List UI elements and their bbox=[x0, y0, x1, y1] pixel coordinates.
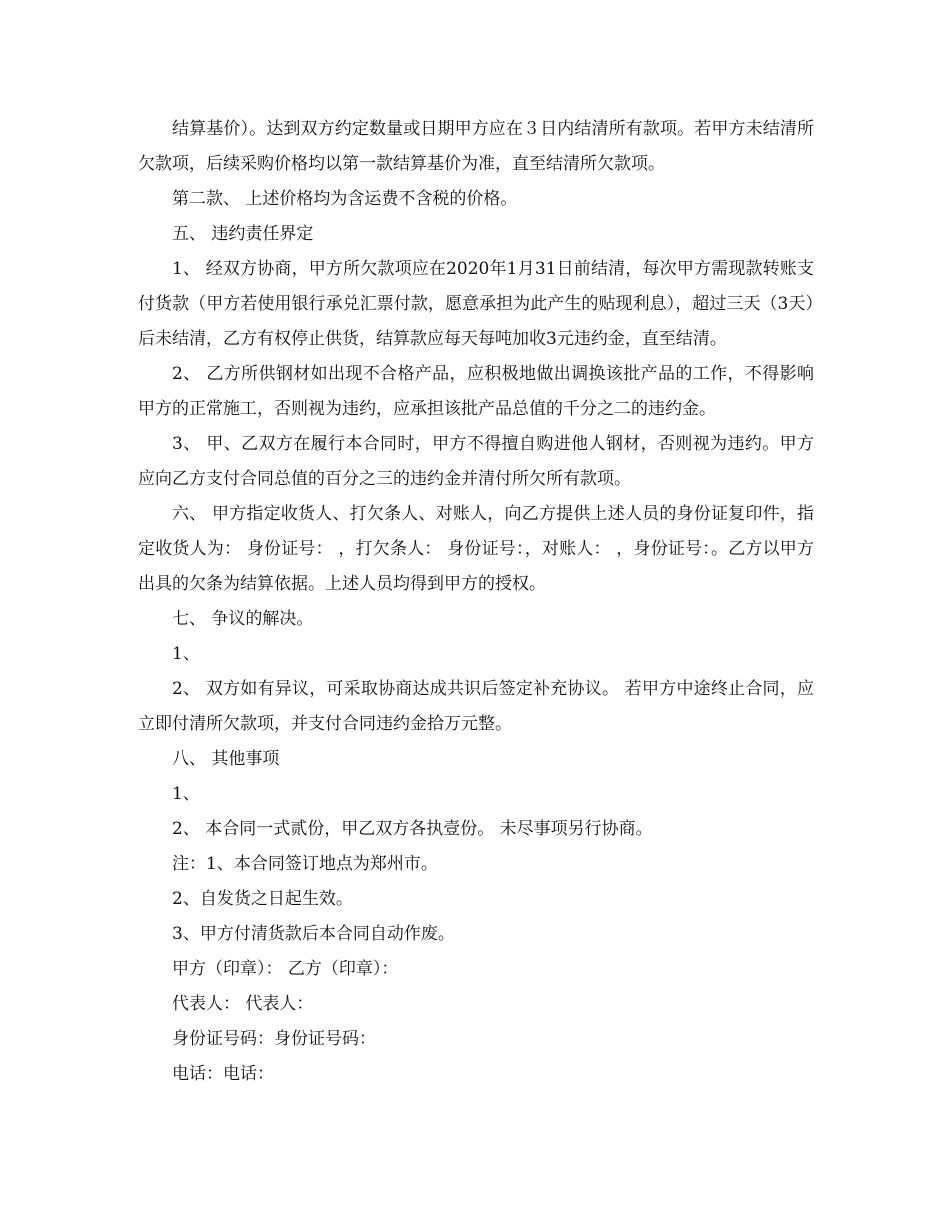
paragraph-breach-item-2: 2、 乙方所供钢材如出现不合格产品，应积极地做出调换该批产品的工作，不得影响甲方的正常施工，否则视为违约，应承担该批产品总值的千分之二的违约金。 bbox=[138, 364, 814, 419]
paragraph-breach-item-1: 1、 经双方协商，甲方所欠款项应在2020年1月31日前结清，每次甲方需现款转账支付货款（甲方若使用银行承兑汇票付款，愿意承担为此产生的贴现利息），超过三天（3天）后未结清，乙方有权停止供货，结算款应每天每吨加收3元违约金，直至结清。 bbox=[138, 259, 814, 349]
heading-dispute-resolution: 七、 争议的解决。 bbox=[172, 609, 314, 629]
paragraph-breach-item-3: 3、 甲、乙双方在履行本合同时，甲方不得擅自购进他人钢材，否则视为违约。甲方应向乙方支付合同总值的百分之三的违约金并清付所欠所有款项。 bbox=[138, 434, 814, 489]
paragraph-clause-two: 第二款、 上述价格均为含运费不含税的价格。 bbox=[172, 189, 518, 209]
paragraph-other-item-1: 1、 bbox=[172, 784, 200, 804]
signature-seal-line: 甲方（印章）： 乙方（印章）： bbox=[172, 959, 399, 979]
signature-id-number-line: 身份证号码：身份证号码： bbox=[172, 1029, 376, 1049]
document-page bbox=[138, 112, 814, 1092]
paragraph-note-1: 注：1、本合同签订地点为郑州市。 bbox=[172, 854, 438, 874]
paragraph-dispute-item-2: 2、 双方如有异议，可采取协商达成共识后签定补充协议。 若甲方中途终止合同，应立即付清所欠款项，并支付合同违约金拾万元整。 bbox=[138, 679, 814, 734]
paragraph-note-3: 3、甲方付清货款后本合同自动作废。 bbox=[172, 924, 455, 944]
signature-representative-line: 代表人： 代表人： bbox=[172, 994, 314, 1014]
paragraph-settlement-base-price: 结算基价）。达到双方约定数量或日期甲方应在３日内结清所有款项。若甲方未结清所欠款项，后续采购价格均以第一款结算基价为准，直至结清所欠款项。 bbox=[138, 119, 814, 174]
heading-breach-liability: 五、 违约责任界定 bbox=[172, 224, 314, 244]
signature-phone-line: 电话：电话： bbox=[172, 1064, 274, 1084]
paragraph-dispute-item-1: 1、 bbox=[172, 644, 200, 664]
paragraph-other-item-2: 2、 本合同一式贰份，甲乙双方各执壹份。 未尽事项另行协商。 bbox=[172, 819, 653, 839]
paragraph-note-2: 2、自发货之日起生效。 bbox=[172, 889, 353, 909]
paragraph-designated-persons: 六、 甲方指定收货人、打欠条人、对账人，向乙方提供上述人员的身份证复印件，指定收货人为： 身份证号： ，打欠条人： 身份证号：，对账人： ，身份证号：。乙方以甲方出具的欠条为结算依据。上述人员均得到甲方的授权。 bbox=[138, 504, 814, 594]
heading-other-matters: 八、 其他事项 bbox=[172, 749, 280, 769]
